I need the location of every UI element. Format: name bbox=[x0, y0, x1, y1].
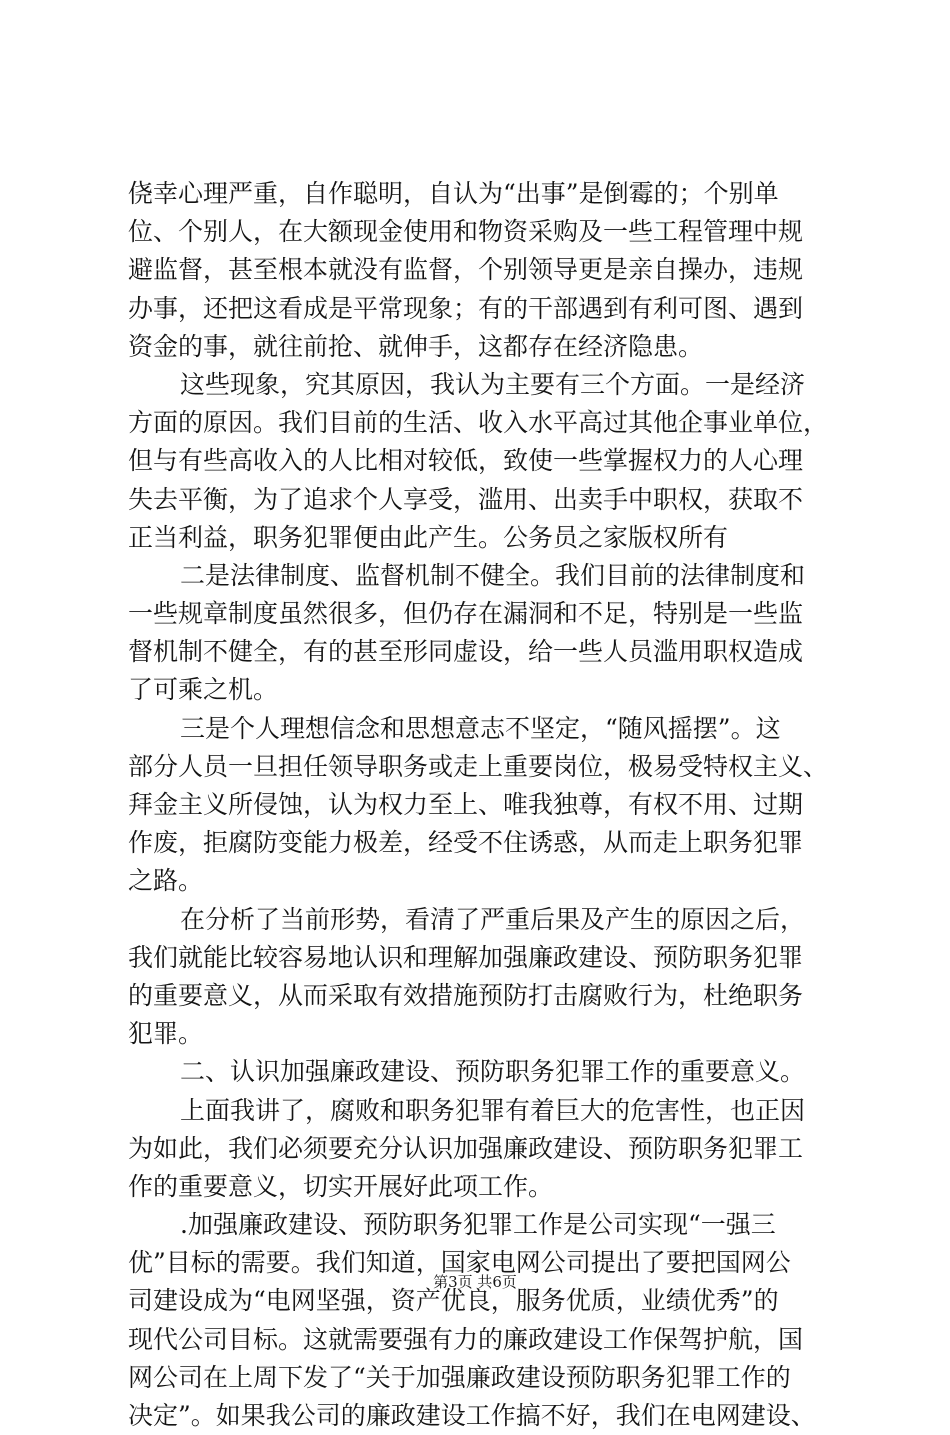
text-line: 但与有些高收入的人比相对较低，致使一些掌握权力的人心理 bbox=[128, 446, 804, 476]
document-body bbox=[128, 175, 838, 1435]
text-line: 我们就能比较容易地认识和理解加强廉政建设、预防职务犯罪 bbox=[128, 942, 804, 972]
text-line: 作废，拒腐防变能力极差，经受不住诱惑，从而走上职务犯罪 bbox=[128, 828, 804, 858]
text-line: 三是个人理想信念和思想意志不坚定，“随风摇摆”。这 bbox=[180, 713, 781, 743]
text-line: 部分人员一旦担任领导职务或走上重要岗位，极易受特权主义、 bbox=[128, 751, 829, 781]
text-line: 侥幸心理严重，自作聪明，自认为“出事”是倒霉的；个别单 bbox=[128, 179, 779, 208]
text-line: 避监督，甚至根本就没有监督，个别领导更是亲自操办，违规 bbox=[128, 255, 804, 285]
text-line: 在分析了当前形势，看清了严重后果及产生的原因之后， bbox=[180, 904, 806, 934]
text-line: .加强廉政建设、预防职务犯罪工作是公司实现“一强三 bbox=[180, 1210, 776, 1240]
text-line: 失去平衡，为了追求个人享受，滥用、出卖手中职权，获取不 bbox=[128, 484, 804, 514]
page-footer: 第3页 共6页 bbox=[433, 1273, 517, 1291]
text-line: 为如此，我们必须要充分认识加强廉政建设、预防职务犯罪工 bbox=[128, 1133, 804, 1163]
text-line: 上面我讲了，腐败和职务犯罪有着巨大的危害性，也正因 bbox=[180, 1095, 806, 1125]
text-line: 督机制不健全，有的甚至形同虚设，给一些人员滥用职权造成 bbox=[128, 637, 804, 667]
text-line: 位、个别人，在大额现金使用和物资采购及一些工程管理中规 bbox=[128, 217, 804, 247]
text-line: 优”目标的需要。我们知道，国家电网公司提出了要把国网公 bbox=[128, 1248, 791, 1278]
text-line: 作的重要意义，切实开展好此项工作。 bbox=[128, 1171, 554, 1201]
text-line: 正当利益，职务犯罪便由此产生。公务员之家版权所有 bbox=[128, 522, 729, 552]
text-line: 办事，还把这看成是平常现象；有的干部遇到有利可图、遇到 bbox=[128, 293, 804, 323]
text-line: 司建设成为“电网坚强，资产优良，服务优质，业绩优秀”的 bbox=[128, 1286, 779, 1316]
text-line: 犯罪。 bbox=[128, 1019, 204, 1049]
text-line: 二、认识加强廉政建设、预防职务犯罪工作的重要意义。 bbox=[180, 1057, 806, 1087]
text-line: 资金的事，就往前抢、就伸手，这都存在经济隐患。 bbox=[128, 331, 704, 361]
text-line: 拜金主义所侵蚀，认为权力至上、唯我独尊，有权不用、过期 bbox=[128, 790, 804, 819]
text-line: 的重要意义，从而采取有效措施预防打击腐败行为，杜绝职务 bbox=[128, 980, 804, 1010]
text-line: 方面的原因。我们目前的生活、收入水平高过其他企事业单位， bbox=[128, 408, 829, 438]
text-line: 现代公司目标。这就需要强有力的廉政建设工作保驾护航，国 bbox=[128, 1324, 804, 1354]
text-line: 之路。 bbox=[128, 866, 204, 896]
text-line: 网公司在上周下发了“关于加强廉政建设预防职务犯罪工作的 bbox=[128, 1362, 791, 1392]
text-line: 一些规章制度虽然很多，但仍存在漏洞和不足，特别是一些监 bbox=[128, 599, 804, 629]
text-line: 了可乘之机。 bbox=[128, 675, 279, 705]
text-line: 决定”。如果我公司的廉政建设工作搞不好，我们在电网建设、 bbox=[128, 1401, 816, 1430]
text-line: 二是法律制度、监督机制不健全。我们目前的法律制度和 bbox=[180, 560, 806, 590]
text-line: 这些现象，究其原因，我认为主要有三个方面。一是经济 bbox=[180, 369, 806, 399]
